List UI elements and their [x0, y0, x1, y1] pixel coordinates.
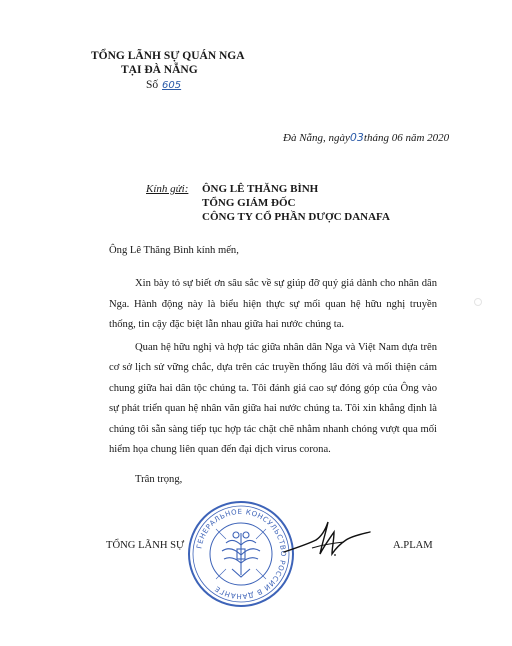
number-label: Số [146, 79, 159, 91]
date-line [283, 131, 449, 144]
document-number [146, 79, 181, 91]
signer-position: TỔNG LÃNH SỰ [106, 540, 185, 551]
org-name-line2: TẠI ĐÀ NẴNG [121, 64, 198, 76]
date-day: 03 [349, 131, 364, 144]
letter-body [109, 274, 437, 461]
recipient-company: CÔNG TY CỔ PHẦN DƯỢC DANAFA [202, 211, 390, 223]
salutation: Ông Lê Thăng Bình kính mến, [109, 245, 239, 256]
seal-text: ГЕНЕРАЛЬНОЕ КОНСУЛЬСТВО РОССИИ В ДАНАНГЕ [195, 507, 288, 601]
handwritten-signature-icon [282, 518, 372, 568]
scan-mark [474, 298, 482, 306]
date-suffix: tháng 06 năm 2020 [363, 132, 450, 144]
org-name-line1: TỔNG LÃNH SỰ QUÁN NGA [91, 50, 245, 62]
recipient-label: Kính gửi: [146, 183, 189, 195]
official-seal-icon [186, 499, 296, 609]
signer-name: A.PLAM [393, 540, 433, 551]
recipient-title: TỔNG GIÁM ĐỐC [202, 197, 296, 209]
paragraph-2: Quan hệ hữu nghị và hợp tác giữa nhân dân Nga và Việt Nam dựa trên cơ sở lịch sử vững chắc, dựa trên các truyền thống lâu đời và mối thiện cảm chung giữa hai dân tộc chúng ta. Tôi đánh giá cao sự đóng góp của Ông vào sự phát triển quan hệ nhân văn giữa hai nước chúng ta. Tôi xin khẳng định là chúng tôi sẵn sàng tiếp tục hợp tác chặt chẽ nhằm nhanh chóng vượt qua mối hiểm họa chung liên quan đến đại dịch virus corona. [109, 341, 437, 455]
paragraph-1: Xin bày tỏ sự biết ơn sâu sắc về sự giúp đỡ quý giá dành cho nhân dân Nga. Hành động này là biểu hiện thực sự mối quan hệ hữu nghị truyền thống, tin cậy đặc biệt lẫn nhau giữa hai nước chúng ta. [109, 278, 437, 330]
number-value: 605 [162, 80, 182, 91]
date-prefix: Đà Nẵng, ngày [283, 132, 350, 144]
closing: Trân trọng, [135, 474, 183, 485]
recipient-name: ÔNG LÊ THĂNG BÌNH [202, 183, 319, 195]
